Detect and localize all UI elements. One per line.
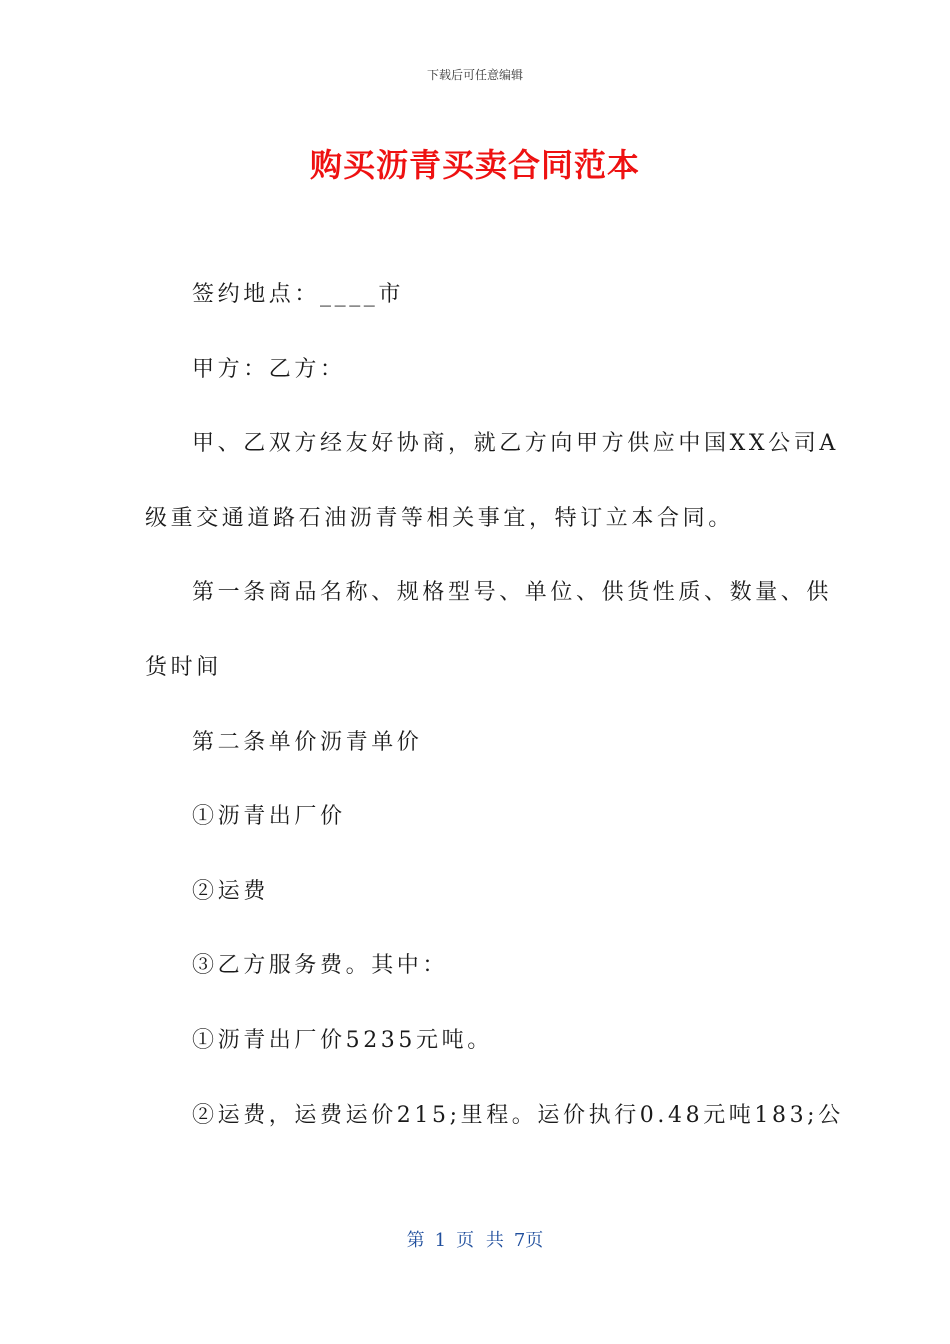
detail-factory-price: ①沥青出厂价5235元吨。 bbox=[192, 1028, 493, 1053]
page-footer bbox=[0, 1226, 950, 1252]
signing-location-line: 签约地点：____市 bbox=[192, 282, 405, 307]
document-title: 购买沥青买卖合同范本 bbox=[309, 146, 640, 184]
footer-total: 7页 bbox=[513, 1230, 544, 1251]
article-2-heading: 第二条单价沥青单价 bbox=[192, 730, 423, 755]
list-item-freight: ②运费 bbox=[192, 879, 269, 904]
preamble-line-2: 级重交通道路石油沥青等相关事宜，特订立本合同。 bbox=[145, 506, 734, 531]
footer-current-page: 1 bbox=[434, 1230, 447, 1251]
article-1-line-2: 货时间 bbox=[145, 655, 222, 680]
footer-middle: 页 共 bbox=[456, 1230, 504, 1251]
detail-freight: ②运费，运费运价215;里程。运价执行0.48元吨183;公 bbox=[192, 1103, 844, 1128]
parties-line: 甲方：乙方： bbox=[192, 357, 346, 382]
list-item-service-fee: ③乙方服务费。其中： bbox=[192, 953, 449, 978]
header-note: 下载后可任意编辑 bbox=[426, 68, 523, 82]
article-1-line-1: 第一条商品名称、规格型号、单位、供货性质、数量、供 bbox=[192, 580, 833, 605]
preamble-line-1: 甲、乙双方经友好协商，就乙方向甲方供应中国XX公司A bbox=[192, 431, 839, 456]
list-item-factory-price: ①沥青出厂价 bbox=[192, 804, 346, 829]
footer-prefix: 第 bbox=[406, 1230, 425, 1251]
